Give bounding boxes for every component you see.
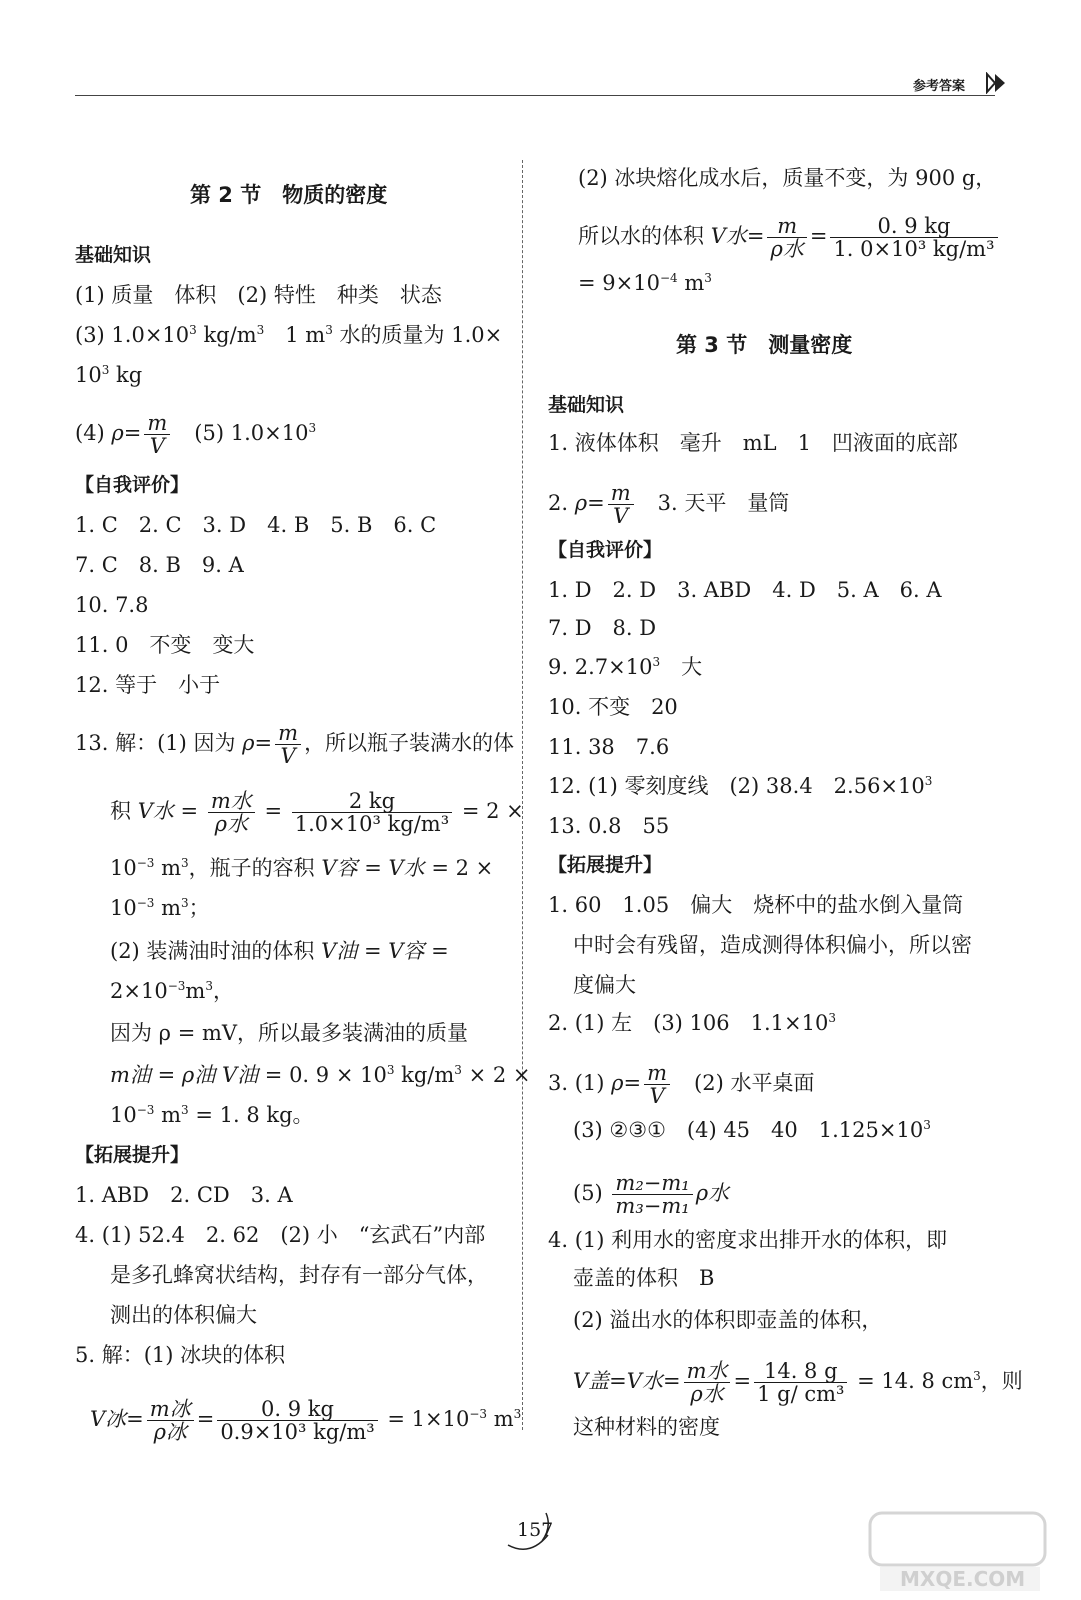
answer-line: 度偏大 (573, 973, 636, 997)
formula-fraction: $\frac{m}{V}$ (608, 482, 634, 527)
answer-line: 5. 解：(1) 冰块的体积 (75, 1343, 286, 1367)
answer-line: 9. $2.7\times 10^3$ 大 (548, 655, 703, 679)
formula-fraction: $\frac{\text{m水}}{\text{ρ水}}$ (208, 790, 255, 835)
answer-line: (2) 溢出水的体积即壶盖的体积， (573, 1308, 883, 1332)
heading-self-eval: 【自我评价】 (548, 539, 663, 561)
answer-line: $10^{-3}$ $m^3$，瓶子的容积 V容 = V水 = 2 × (110, 856, 494, 880)
heading-basic: 基础知识 (548, 394, 625, 416)
formula-fraction: $\frac{\text{m冰}}{\text{ρ冰}}$ (147, 1398, 194, 1443)
answer-line: 1. C 2. C 3. D 4. B 5. B 6. C (75, 513, 437, 537)
formula-fraction: $\frac{\text{m水}}{\text{ρ水}}$ (684, 1360, 731, 1405)
answer-line: 13. 解：(1) 因为 ρ= $\frac{m}{V}$ ，所以瓶子装满水的体 (75, 721, 515, 768)
answer-line: = $9\times 10^{-4}$ $m^3$ (578, 271, 712, 295)
answer-line: 7. C 8. B 9. A (75, 553, 244, 577)
answer-line: (5) $\frac{\text{m₂−m₁}}{\text{m₃−m₁}}$ ρ水 (573, 1171, 730, 1218)
answer-line: (3) $1.0\times 10^3$ $kg/m^3$ 1 $m^3$ 水的质量为 1.0× (75, 323, 503, 347)
answer-line: 2. ρ= $\frac{m}{V}$ 3. 天平 量筒 (548, 481, 790, 528)
answer-line: (4) ρ= $\frac{m}{V}$ (5) $1.0\times 10^3$ (75, 411, 317, 458)
answer-line: V冰= $\frac{\text{m冰}}{\text{ρ冰}}$ = $\frac{0. 9 kg}{\text{0.9×10³ kg/m³}}$ = $1\times 10^{-3}$ $m^3$ (90, 1397, 522, 1444)
answer-line: $10^{-3}$ $m^3 = 1$. 8 kg。 (110, 1103, 314, 1127)
answer-line: 因为 ρ = mV，所以最多装满油的质量 (110, 1021, 469, 1045)
answer-line: 4. (1) 利用水的密度求出排开水的体积，即 (548, 1228, 948, 1252)
answer-line: $2\times 10^{-3}m^3$， (110, 979, 234, 1003)
formula-fraction: $\frac{14. 8 g}{\text{1 g/ cm³}}$ (754, 1360, 847, 1405)
answer-line: 2. (1) 左 (3) 106 $1.1\times 10^3$ (548, 1011, 836, 1035)
formula-fraction: $\frac{m}{V}$ (144, 412, 170, 457)
answer-line: 10. 不变 20 (548, 695, 678, 719)
answer-line: 1. ABD 2. CD 3. A (75, 1183, 293, 1207)
formula-fraction: $\frac{2 kg}{\text{1.0×10³ kg/m³}}$ (292, 790, 452, 835)
heading-extension: 【拓展提升】 (75, 1144, 190, 1166)
answer-line: 积 V水 = $\frac{\text{m水}}{\text{ρ水}}$ = $\frac{2 kg}{\text{1.0×10³ kg/m³}}$ = 2 × (110, 789, 524, 836)
section-title: 第 3 节 测量密度 (676, 333, 853, 357)
heading-basic: 基础知识 (75, 244, 152, 266)
formula-fraction: $\frac{m}{V}$ (644, 1062, 670, 1107)
answer-line: 是多孔蜂窝状结构，封存有一部分气体， (110, 1263, 488, 1287)
answer-line: 11. 38 7.6 (548, 735, 670, 759)
answer-line: 3. (1) ρ= $\frac{m}{V}$ (2) 水平桌面 (548, 1061, 815, 1108)
section-title: 第 2 节 物质的密度 (190, 183, 388, 207)
answer-line: 这种材料的密度 (573, 1415, 720, 1439)
answer-line: 壶盖的体积 B (573, 1266, 715, 1290)
answer-line: 中时会有残留，造成测得体积偏小，所以密 (573, 933, 972, 957)
answer-line: $10^3$ kg (75, 363, 143, 387)
answer-line: $10^{-3}$ $m^3$； (110, 896, 210, 920)
answer-line: 12. (1) 零刻度线 (2) 38.4 $2.56\times 10^3$ (548, 774, 933, 798)
answer-line: (2) 装满油时油的体积 V油 = V容 = (110, 939, 449, 963)
answer-line: 1. D 2. D 3. ABD 4. D 5. A 6. A (548, 578, 942, 602)
answer-line: (2) 冰块熔化成水后，质量不变，为 900 g， (578, 166, 997, 190)
answer-line: 所以水的体积 V水= $\frac{m}{\text{ρ水}}$ = $\frac{0. 9 kg}{\text{1. 0×10³ kg/m³}}$ (578, 215, 1001, 260)
answer-line: 7. D 8. D (548, 616, 657, 640)
chevron-right-icon (985, 72, 1009, 94)
answer-line: 1. 60 1.05 偏大 烧杯中的盐水倒入量筒 (548, 893, 964, 917)
watermark-text: MXQE.COM (900, 1567, 1026, 1591)
heading-self-eval: 【自我评价】 (75, 474, 190, 496)
formula-fraction: $\frac{0. 9 kg}{\text{0.9×10³ kg/m³}}$ (217, 1398, 377, 1443)
header-label: 参考答案 (913, 79, 966, 94)
formula-fraction: $\frac{m}{\text{ρ水}}$ (767, 215, 806, 260)
answer-line: 4. (1) 52.4 2. 62 (2) 小 “玄武石”内部 (75, 1223, 486, 1247)
answer-line: 13. 0.8 55 (548, 814, 670, 838)
answer-line: V盖=V水= $\frac{\text{m水}}{\text{ρ水}}$ = $\frac{14. 8 g}{\text{1 g/ cm³}}$ = 14. 8 $cm^3$，则 (573, 1359, 1023, 1406)
answer-line: (1) 质量 体积 (2) 特性 种类 状态 (75, 283, 442, 307)
answer-line: 10. 7.8 (75, 593, 149, 617)
answer-line: 1. 液体体积 毫升 mL 1 凹液面的底部 (548, 431, 958, 455)
answer-line: 11. 0 不变 变大 (75, 633, 255, 657)
answer-line: 12. 等于 小于 (75, 673, 221, 697)
formula-fraction: $\frac{m}{V}$ (275, 722, 301, 767)
formula-fraction: $\frac{\text{m₂−m₁}}{\text{m₃−m₁}}$ (612, 1172, 692, 1217)
answer-line: 测出的体积偏大 (110, 1303, 257, 1327)
header-rule (75, 95, 995, 96)
answer-line: (3) ②③① (4) 45 40 $1.125\times 10^3$ (573, 1118, 931, 1142)
heading-extension: 【拓展提升】 (548, 854, 663, 876)
watermark-logo (860, 1505, 1060, 1600)
page-number: 157 (517, 1519, 554, 1541)
answer-line: m油 = ρ油 V油 = 0. $9 \times 10^3$ $kg/m^3 \times 2$ × (110, 1063, 531, 1087)
formula-fraction: $\frac{0. 9 kg}{\text{1. 0×10³ kg/m³}}$ (830, 215, 997, 260)
